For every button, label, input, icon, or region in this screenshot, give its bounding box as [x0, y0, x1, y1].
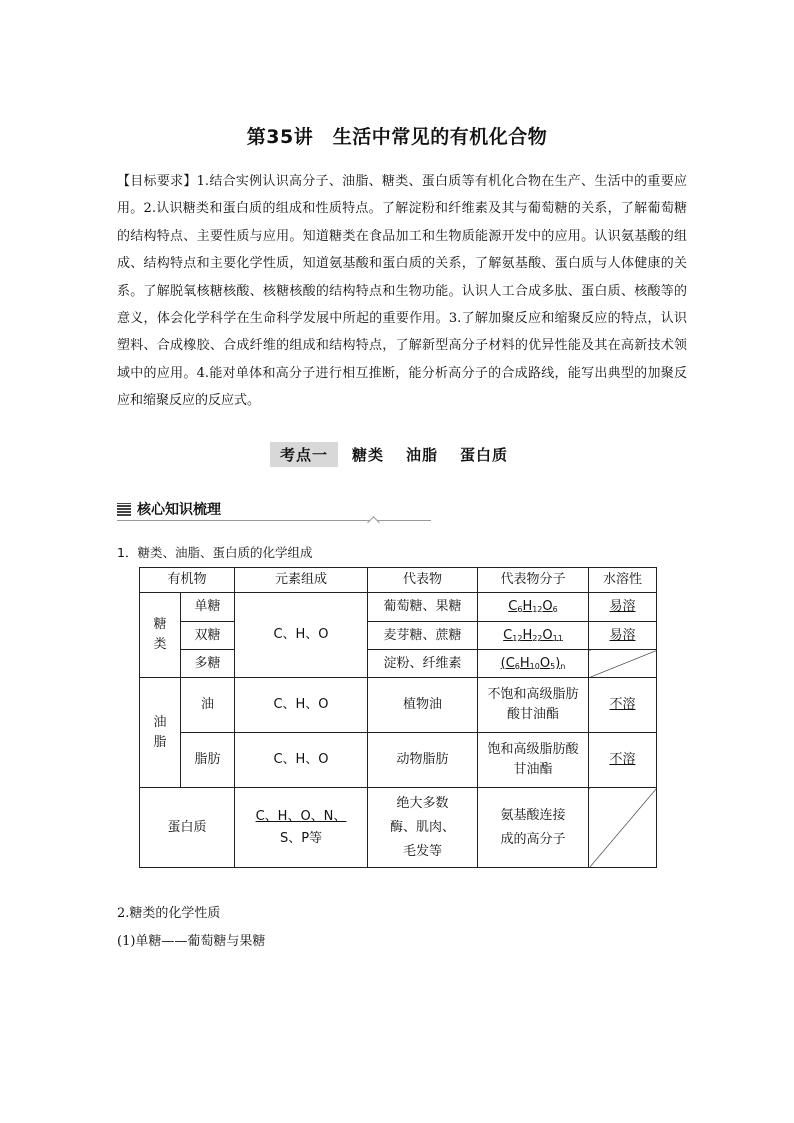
- cell-rep: 淀粉、纤维素: [368, 650, 478, 678]
- cell-name: 蛋白质: [140, 788, 235, 868]
- objectives-text: 1.结合实例认识高分子、油脂、糖类、蛋白质等有机化合物在生产、生活中的重要应用。2.认识糖类和蛋白质的组成和性质特点。了解淀粉和纤维素及其与葡萄糖的关系，了解葡萄糖的结构特点、主要性质与应用。知道糖类在食品加工和生物质能源开发中的应用。认识氨基酸的组成、结构特点和主要化学性质，知道氨基酸和蛋白质的关系，了解氨基酸、蛋白质与人体健康的关系。了解脱氧核糖核酸、核糖核酸的结构特点和生物功能。认识人工合成多肽、蛋白质、核酸等的意义，体会化学科学在生命科学发展中所起的重要作用。3.了解加聚反应和缩聚反应的特点，认识塑料、合成橡胶、合成纤维的组成和结构特点，了解新型高分子材料的优异性能及其在高新技术领域中的应用。4.能对单体和高分子进行相互推断，能分析高分子的合成路线，能写出典型的加聚反应和缩聚反应的反应式。: [117, 174, 687, 409]
- cell-name: 油: [181, 678, 235, 733]
- group-fat: 油 脂: [140, 678, 181, 788]
- cell-formula: $C_6H_{12}O_6$: [478, 593, 589, 622]
- page-title: 第35讲 生活中常见的有机化合物: [246, 126, 548, 148]
- cell-rep: 麦芽糖、蔗糖: [368, 622, 478, 650]
- section-heading: [270, 442, 530, 466]
- table-row: [140, 650, 657, 678]
- objectives-label: 【目标要求】: [117, 174, 197, 189]
- divider: [117, 520, 431, 521]
- cell-elements: C、H、O、N、 S、P等: [235, 788, 368, 868]
- subheading-sugar-properties: 2.糖类的化学性质: [117, 906, 221, 921]
- table-row: [140, 788, 657, 868]
- cell-name: 双糖: [181, 622, 235, 650]
- cell-name: 单糖: [181, 593, 235, 622]
- section-word-fat: 油脂: [406, 445, 439, 464]
- cell-molecule: 饱和高级脂肪酸 甘油酯: [478, 733, 589, 788]
- composition-table: [139, 567, 657, 868]
- table-row: [140, 593, 657, 622]
- cell-solubility: 易溶: [589, 593, 657, 622]
- cell-rep: 绝大多数 酶、肌肉、 毛发等: [368, 788, 478, 868]
- cell-rep: 动物脂肪: [368, 733, 478, 788]
- section-word-protein: 蛋白质: [460, 445, 509, 464]
- cell-formula: $(C_6H_{10}O_5)_n$: [478, 650, 589, 678]
- table-header-row: [140, 568, 657, 593]
- header-organic: 有机物: [140, 568, 235, 593]
- table-row: [140, 678, 657, 733]
- list-icon: [117, 503, 131, 516]
- header-elements: 元素组成: [235, 568, 368, 593]
- cell-elements: C、H、O: [235, 678, 368, 733]
- group-sugar: 糖 类: [140, 593, 181, 678]
- cell-rep: 植物油: [368, 678, 478, 733]
- knowledge-bar-label: 核心知识梳理: [137, 502, 221, 518]
- kaodian-label: 考点一: [270, 442, 338, 467]
- cell-empty-diagonal: [589, 788, 657, 868]
- cell-name: 多糖: [181, 650, 235, 678]
- cell-solubility: 不溶: [589, 678, 657, 733]
- table-row: [140, 622, 657, 650]
- cell-elements: C、H、O: [235, 733, 368, 788]
- subheading-composition: 1．糖类、油脂、蛋白质的化学组成: [117, 545, 313, 560]
- cell-molecule: 氨基酸连接 成的高分子: [478, 788, 589, 868]
- subheading-monosaccharide: (1)单糖——葡萄糖与果糖: [117, 934, 266, 949]
- table-row: [140, 733, 657, 788]
- cell-name: 脂肪: [181, 733, 235, 788]
- knowledge-bar: [117, 498, 431, 524]
- header-representative: 代表物: [368, 568, 478, 593]
- cell-solubility: 不溶: [589, 733, 657, 788]
- section-word-sugar: 糖类: [352, 445, 385, 464]
- cell-solubility: 易溶: [589, 622, 657, 650]
- cell-elements: C、H、O: [235, 593, 368, 678]
- header-molecule: 代表物分子: [478, 568, 589, 593]
- cell-formula: $C_{12}H_{22}O_{11}$: [478, 622, 589, 650]
- cell-rep: 葡萄糖、果糖: [368, 593, 478, 622]
- cell-empty-diagonal: [589, 650, 657, 678]
- cell-molecule: 不饱和高级脂肪 酸甘油酯: [478, 678, 589, 733]
- header-solubility: 水溶性: [589, 568, 657, 593]
- objectives-paragraph: [117, 168, 687, 415]
